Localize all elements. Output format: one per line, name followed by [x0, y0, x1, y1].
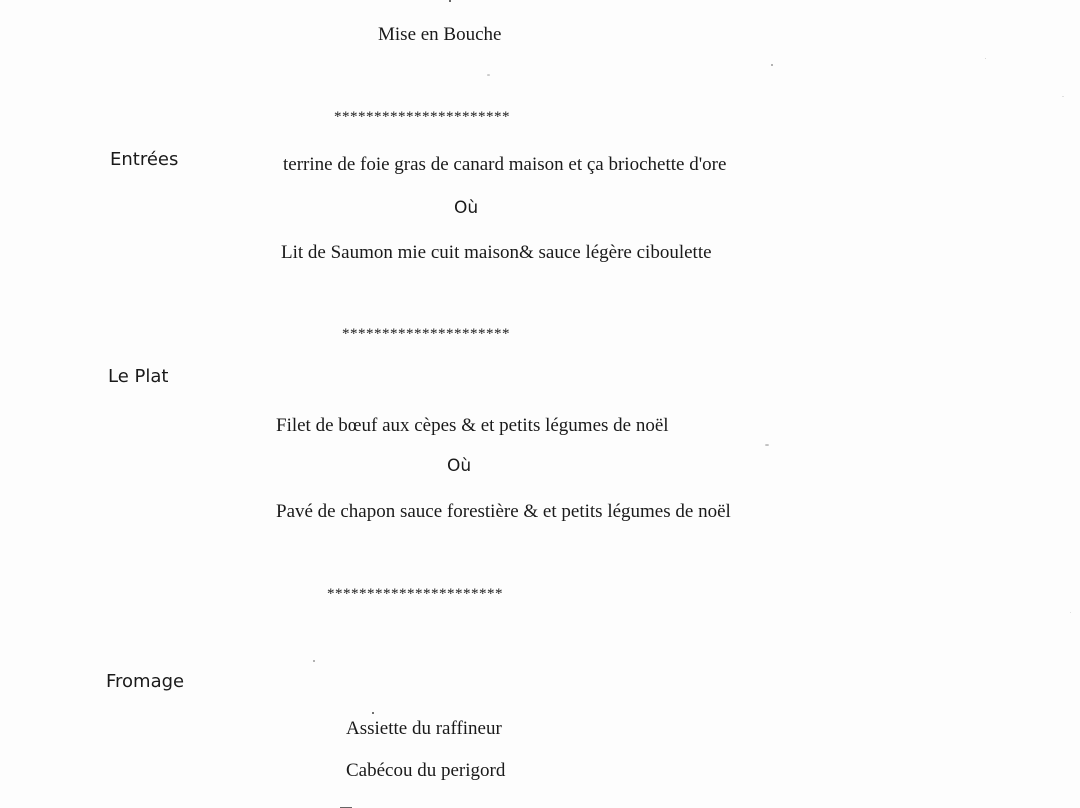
scan-speck	[771, 64, 773, 66]
mise-en-bouche: Mise en Bouche	[378, 24, 502, 45]
scan-speck	[1062, 96, 1064, 97]
scan-speck	[487, 74, 490, 76]
plat-or-label: Où	[447, 456, 472, 476]
cropped-bottom-line	[340, 800, 570, 808]
plat-option-1: Filet de bœuf aux cèpes & et petits légumes de noël	[276, 415, 669, 436]
scan-speck	[313, 660, 315, 662]
section-heading-entrees: Entrées	[110, 149, 179, 170]
scan-speck	[765, 444, 769, 446]
scan-speck	[372, 712, 374, 714]
separator-stars-3: **********************	[327, 586, 503, 602]
fromage-item-1: Assiette du raffineur	[346, 718, 502, 739]
section-heading-plat: Le Plat	[108, 366, 169, 387]
fromage-item-2: Cabécou du perigord	[346, 760, 506, 781]
separator-stars-1: **********************	[334, 109, 510, 125]
scan-speck	[1070, 612, 1071, 613]
entree-option-1: terrine de foie gras de canard maison et ça briochette d'ore	[283, 154, 727, 175]
scan-speck	[985, 58, 986, 59]
section-heading-fromage: Fromage	[106, 671, 185, 692]
plat-option-2: Pavé de chapon sauce forestière & et petits légumes de noël	[276, 501, 731, 522]
separator-stars-2: *********************	[342, 326, 510, 342]
cropped-heading-fragment	[442, 0, 464, 2]
entree-option-2: Lit de Saumon mie cuit maison& sauce légère ciboulette	[281, 242, 712, 263]
entree-or-label: Où	[454, 198, 479, 218]
